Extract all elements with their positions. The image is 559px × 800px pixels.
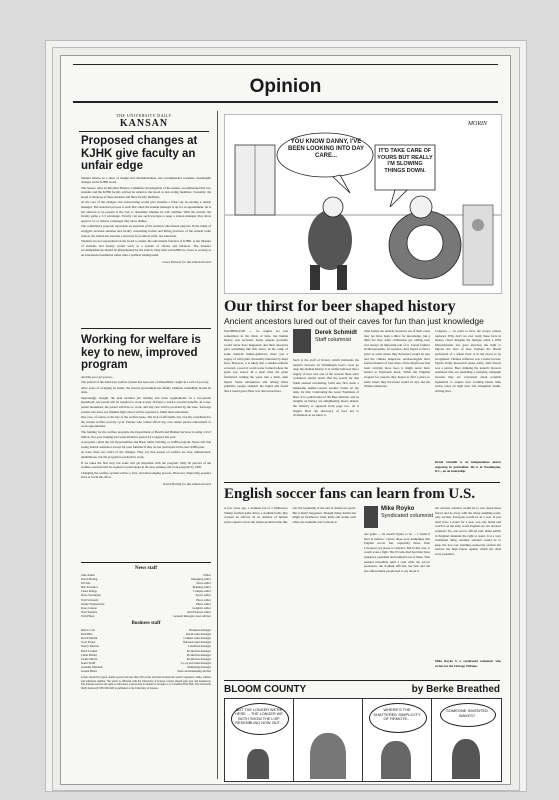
editorial-kjhk	[81, 135, 211, 323]
staff-role: Classified manager	[187, 644, 211, 649]
editorial-welfare	[81, 334, 211, 574]
staff-name: Kevin Martin	[81, 636, 98, 641]
soccer-col-1: A few years ago, a drunken fan of a Minnesota Viking football game threw a stadium bottle that cracked an official. In an outburst of human sports experts across the nation predicted that this was the beginning of the end of American sports. But it hasn't happened. Though many Americans might be inclined to bash, knife and stomp each other, the stadiums don't tolerate it.	[224, 506, 356, 524]
soccer-author: Mike Royko	[381, 506, 415, 512]
top-rule	[73, 64, 498, 65]
staff-name: Ross Cannon	[81, 605, 97, 610]
soccer-col-2: one game — he doesn't figure to do — I found it hard to believe. I know those poor dumplings that English soccer fan, especially those from Liverpool, are prone to violence. But in this case, it wasn't even a fight. The 95 who died had their lives squeezed, squashed and trampled out of them. That seemed incredible until I read what the soccer promoters, the stadium officials, the fans and the law enforcement people had to say about it.	[364, 532, 430, 573]
editorial-welfare-p10: Changing the welfare system will be a slow and discouraging process. However, improving people's lives is worth the effort.	[81, 470, 211, 480]
staff-name: Scott Fraser	[81, 640, 96, 645]
comic-panel-2	[294, 699, 363, 781]
staff-name: Jeannine Mitchell	[81, 664, 103, 669]
column-divider	[217, 111, 218, 779]
soccer-bio: Mike Royko is a syndicated columnist who writes for the Chicago Tribune.	[435, 659, 501, 668]
editorial-welfare-p7: A program, called the Job Opportunities and Basic Skills Training, or JOBS program. States will risk losing federal assistance except for poor families if they do not participate in the new JOBS plan.	[81, 440, 211, 449]
staff-name: Deb Kvasnica	[81, 585, 98, 590]
beer-col-1: WASHINGTON — So origins are lost somewhere in the mists of time, but human history was recorded, homo sapiens probably would never have happened, and their ancestors gave something like this. Once, in the camp of some nomadic hunter-gatherers, there was a supply of wild grain. Pleasantly inherited by inept food. However, it is likely that a sudden outburst occurred, a pool of warm water formed where the grain was stored. In a short time the grain fermented, turning the water into a thick, dark liquid. Some adventurers and among these primitive people sampled the liquid and found that it tasted good. Beer was discovered here.	[224, 329, 288, 393]
staff-role: Campus sales manager	[183, 636, 211, 641]
cartoon-bubble-2: IT'D TAKE CARE OF YOURS BUT REALLY I'M SLOWING THINGS DOWN.	[377, 148, 433, 174]
editorial-kjhk-p5: Students are not represented on the board to ensure the educational function of KJHK. A fair mixture of students and faculty would work as a system of checks and balances. The Senate's recommendations should be implemented by the station. Only then will KJHK be closer to serving as an educational institution rather than a political battleground.	[81, 239, 211, 257]
staff-role: Production manager	[186, 648, 211, 653]
staff-box	[81, 564, 211, 734]
news-staff-list	[81, 573, 211, 618]
staff-name: Laura Pedigo	[81, 589, 98, 594]
editorial-welfare-p1: And the poor get poorer...	[81, 374, 114, 379]
beer-soccer-divider	[224, 482, 500, 483]
masthead-top: THE UNIVERSITY DAILY	[116, 113, 172, 118]
staff-name: Jeanne Hines	[81, 668, 97, 673]
mike-royko-photo	[364, 506, 378, 528]
editorial-welfare-p6: The funding for the welfare program, the Department of Health and Human Services is using a $3.3 billion, five-year training and work initiative passed by Congress last year.	[81, 430, 211, 439]
beer-col-2: Such is the stuff of fiction, which maintains the nation's brewers. In Washington beer's roots go deep into human history. It is widely believed that a supply of beer was one of the reasons these early wanderers settled down. But the search for that fluids seemed everlasting. Until one, first week, a handsome leather-colored booklet found on my desk. Its title: Celebrating the Great Traditions of Beer. It is a publication of the Beer Institute, and its insights on history are enlightening. Read, indeed, the industry is apparent from page two. As it begins: How the discovery of beer led to civilization as we know it.	[293, 358, 359, 418]
beer-col-4: Congress — in order to have the troops' rations replaced. Why don't we ever study these facts in history class? Imagine the intrigue when a 1659 Massachusetts law gave alewives the right to impose the laws of beer. Perhaps the liberal profession of a wheat brew is in the mood to be recognized. Thomas Jefferson was a home brewer. Myrtle Teddy Roosevelt spoke softly. John Tweed was a patriot. Beer drinking the nation's brewers estimated they are launching a lobbying campaign because they are concerned about possible legislation to require beer warning labels, hike excise taxes on light beer and strengthen drunk-driving laws.	[435, 329, 501, 393]
staff-role: Photo editor	[196, 601, 211, 606]
comic-panel-3-text: WHERE'S THE SHATTERED SIMPLICITY OF REMOTE...	[373, 707, 421, 722]
staff-role: Editor	[203, 573, 211, 577]
editorial-welfare-p4: Surprisingly enough, the plan includes job training and work requirements. In a two-parent household, one parent will be required to work at least 16 hours a week to receive benefits. In a one-parent household, the parent will have to work, and day care will be provided by the state. Teen-age parents who have not finished high school will be required to finish their educations.	[81, 395, 211, 414]
editorial-divider	[81, 328, 211, 329]
staff-role: Retail sales manager	[186, 632, 211, 637]
soccer-comic-divider	[224, 680, 500, 681]
staff-role: Sales and marketing adviser	[177, 668, 211, 673]
staff-name: Karen Boring	[81, 577, 98, 582]
staff-role: Managing editor	[191, 577, 211, 582]
editorial-welfare-p8: At least, there are critics of the changes. They say that people on welfare are lazy, unmotivated, unambitious, but the program is productive work.	[81, 450, 211, 459]
comic-panel-4	[432, 699, 501, 781]
staff-role: Production manager	[186, 652, 211, 657]
staff-name: Tom Eblen	[81, 613, 95, 618]
soccer-byline	[381, 506, 441, 519]
beer-author-title: Staff columnist	[315, 337, 351, 343]
staff-role: Planning editor	[192, 585, 211, 590]
editorial-kjhk-p4: The committee's proposal represents an assertion of the station's educational purpose. In the midst of struggles between students and faculty concerning format and hiring practices of the student radio station, the station has become a structure for political strife, not education.	[81, 224, 211, 238]
editorial-welfare-p9: If we takes the first step, but some will get impatient with the program. Only 20 percent of the welfare caseload will be required to participate in the new training and work program by 1995.	[81, 460, 211, 470]
staff-name: Jennie Wojtkiewicz	[81, 601, 105, 606]
editorial-kjhk-headline: Proposed changes at KJHK give faculty an unfair edge	[81, 135, 198, 172]
staff-row	[81, 669, 211, 673]
staff-role: General manager, news adviser	[173, 613, 211, 618]
staff-name: Brad Lorimer	[81, 648, 98, 653]
staff-name: Karin Wolff	[81, 660, 96, 665]
staff-role: Co-op and sales manager	[180, 660, 211, 665]
editorial-welfare-signature: Karen Boring for the editorial board	[163, 481, 211, 486]
staff-row	[81, 614, 211, 618]
staff-role: Marketing manager	[187, 664, 211, 669]
business-staff-list	[81, 628, 211, 673]
comic-title: BLOOM COUNTY	[224, 684, 307, 695]
staff-name: Dave Stromgren	[81, 593, 101, 598]
editorial-welfare-p5: Day care, of course, is the key of the welfare issue. The lack of affordable day care has contributed to the current welfare poverty cycle. Parents who cannot afford day care cannot pursue educational or work opportunities.	[81, 415, 211, 429]
beer-headline: Our thirst for beer shaped history	[224, 298, 456, 315]
comic-panel-4-text: SOMEONE INVENTED WAVES?	[446, 708, 488, 718]
staff-name: Jill Jess	[81, 581, 91, 586]
staff-role: Campus editor	[193, 589, 211, 594]
beer-author: Derek Schmidt	[315, 330, 358, 336]
opinion-page	[60, 55, 511, 785]
staff-name: Debra Cole	[81, 628, 95, 633]
staff-name: Julie Adam	[81, 573, 95, 577]
cartoon-signature: MORIN	[468, 121, 487, 127]
comic-header	[224, 684, 500, 698]
staff-role: Production manager	[186, 656, 211, 661]
comic-strip	[224, 698, 502, 782]
staff-role: National sales manager	[183, 640, 211, 645]
beer-subhead: Ancient ancestors lured out of their caves for fun than just knowledge	[224, 316, 484, 326]
staff-role: Business manager	[189, 628, 211, 633]
editorial-welfare-headline: Working for welfare is key to new, improved program	[81, 334, 201, 371]
staff-role: Photo editor	[196, 597, 211, 602]
editorial-welfare-p2: The pattern of the American welfare system has been one of inflexibility caught in a web of poverty.	[81, 380, 209, 385]
masthead-name: KANSAN	[119, 118, 169, 129]
editorial-kjhk-p2: The Senate, after an informal Finance Committee investigation of the station, recommended that two students and the KJHK faculty adviser be added to the board as non-voting members. Currently, the board is made up of three students and three faculty members.	[81, 185, 211, 199]
soccer-author-title: Syndicated columnist	[381, 513, 433, 519]
staff-footer: Letters should be typed, double-spaced and less than 250 words and must include the writer's signature, name, address and telephone number. The writer is affiliated with the University of Kansas. Letters should state year and hometown. The Kansan reserves the right to edit letters. Letters may be mailed or brought to 111 Stauffer-Flint Hall. The University Daily Kansan (USPS 650-640) is published at the University of Kansas.	[81, 676, 211, 690]
comic-panel-1	[225, 699, 294, 781]
header-rule	[73, 101, 498, 103]
editorial-welfare-p3: After years of wringing its hands, the federal government has finally admitted something should be done.	[81, 385, 211, 395]
business-staff-heading: Business staff	[131, 621, 161, 627]
staff-name: Tom Schwartz	[81, 597, 99, 602]
staff-role: Arts/Features editor	[187, 609, 211, 614]
masthead	[79, 113, 209, 132]
beer-bio: Derek Schmidt is an independence junior majoring in journalism. He is in Washington, D.C., on an internship.	[435, 460, 501, 474]
soccer-headline: English soccer fans can learn from U.S.	[224, 486, 476, 502]
staff-name: Patti Hile	[81, 632, 93, 637]
editorial-kjhk-signature: Grace Hobson for the editorial board	[162, 259, 211, 264]
staff-role: Graphics editor	[192, 605, 211, 610]
beer-byline	[315, 330, 365, 343]
staff-name: Linda Primer	[81, 652, 97, 657]
section-title: Opinion	[249, 76, 322, 97]
cartoon-bubble-1: YOU KNOW DANNY, I'VE BEEN LOOKING INTO DAY CARE...	[287, 139, 364, 159]
staff-name: Nancy Duncan	[81, 644, 99, 649]
staff-divider	[81, 562, 211, 563]
comic-panel-3	[363, 699, 432, 781]
beer-col-3: what fueled our ancient ancestors out of their caves may not have been a thirst for knowledge, but a thirst for beer. After civilization got rolling, beer was always an important part of it. Cereal farmers in Mesopotamia, for instance, they hoped to find a place to settle where they harvested would be ripe and the climate temperate. Archaeologists have found evidence of beer there. If the Mayflower had been carrying more beer, it might never have landed at Plymouth Rock. When the Pilgrims stopped for reasons they hoped to find a place to settle where they harvested would be ripe and the climate temperate.	[364, 329, 430, 389]
staff-role: News editor	[196, 581, 211, 586]
comic-credit: by Berke Breathed	[411, 684, 500, 695]
news-staff-heading: News staff	[134, 566, 158, 571]
editorial-kjhk-p1: Student Senate, in a show of insight and charmindedness, has recommended workable, meaningful changes in the KJHK board.	[81, 175, 211, 185]
staff-role: Sports editor	[195, 593, 211, 598]
soccer-col-3: An obvious solution would be to tear down these fences and do away with the cheap standing-room-only section. Everyone would be in a seat. If you don't have a ticket for a seat, you stay home and watch it on the telly, as the English say. An obvious solution? No, one soccer official said. Other public in England demands the right to stand. It is a very traditional thing. Another solution would be to keep the low-cost standing-room-only section but remove the high fences against which the dead were squashed.	[435, 506, 501, 556]
derek-schmidt-photo	[293, 329, 311, 353]
comic-panel-1-text: BUT THE LONGER WE'RE HERE ... THE LONGER WE BOTH SHOW THE LISP RESEMBLING NOW, BUT...	[235, 708, 283, 726]
staff-name: Jackie Martin	[81, 656, 98, 661]
editorial-kjhk-p3: At the core of the changes, the restructuring would give students a fairer say in electing a station manager. The selection process is such that when the student manager is up for re-appointment, he is not allowed to be present at the vote to determine whether he will continue. With the current, the faculty gains a 3-3 advantage. Faculty can use such leverage to keep a station manager they show approve of, or remove a manager they show dislike.	[81, 200, 211, 223]
staff-name: Noel Sanders	[81, 609, 98, 614]
editorial-cartoon	[224, 114, 502, 294]
